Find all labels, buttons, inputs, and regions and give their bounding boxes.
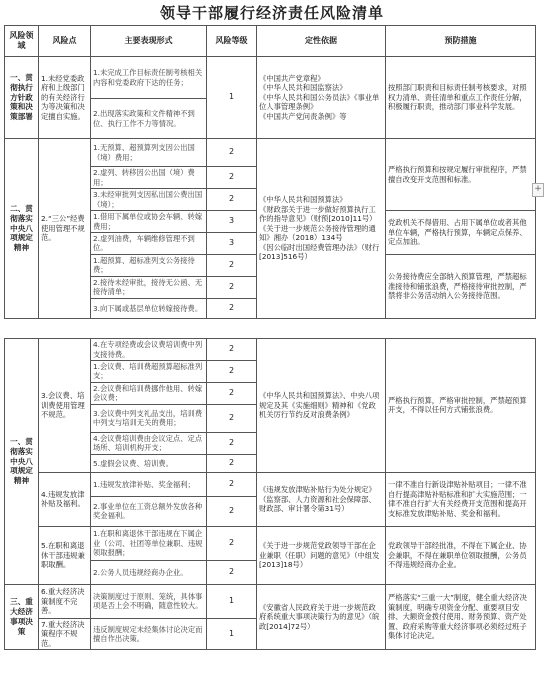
measure-cell: 党政领导干部经批准，不得在下属企业、协会兼职，不得在兼职单位领取报酬，公务员不得违规经商办企业。 <box>386 526 536 584</box>
level-cell: 2 <box>207 298 257 318</box>
form-cell: 1.超预算、超标准列支公务接待费； <box>91 254 207 276</box>
area-cell: 三、重大经济事项决策 <box>5 584 39 649</box>
form-cell: 1.会议费、培训费超预算超标准列支； <box>91 361 207 383</box>
area-cell: 二、贯彻落实中央八项规定精神 <box>5 139 39 319</box>
measure-cell: 党政机关不得借用、占用下属单位或者其他单位车辆，严格执行预算，车辆定点保养、定点加油。 <box>386 211 536 255</box>
form-cell: 2.虚列、转移因公出国（境）费用； <box>91 167 207 189</box>
risk-point-cell: 2.“三公”经费使用管理不规范。 <box>39 139 91 319</box>
form-cell: 2.公务人员违规经商办企业。 <box>91 560 207 584</box>
form-cell: 4.在专项经费或会议费培训费中列支接待费。 <box>91 339 207 361</box>
measure-cell: 一律不准自行新设津贴补贴项目；一律不准自行提高津贴补贴标准和扩大实施范围；一律不准自行扩大有关经费开支范围和提高开支标准发放津贴补贴、奖金和福利。 <box>386 472 536 526</box>
risk-point-cell: 3.会议费、培训费使用管理不规范。 <box>39 339 91 473</box>
basis-cell: 《关于进一步规范党政领导干部在企业兼职（任职）问题的意见》（中组发[2013]18号） <box>257 526 386 584</box>
form-cell: 4.会议费培训费由会议定点、定点场所、培训机构开支； <box>91 432 207 454</box>
level-cell: 2 <box>207 526 257 560</box>
table-row <box>5 339 536 361</box>
risk-point-cell: 5.在职和离退休干部违规兼职取酬。 <box>39 526 91 584</box>
form-cell: 2.接待未经审批，接待无公函、无接待清单； <box>91 276 207 298</box>
risk-point-cell: 4.违规发放津补贴及福利。 <box>39 472 91 526</box>
level-cell: 2 <box>207 382 257 404</box>
risk-table-part-2 <box>4 338 536 650</box>
level-cell: 2 <box>207 254 257 276</box>
form-cell: 决策制度过于原则、笼统，具体事项是否上会不明确，随意性较大。 <box>91 584 207 618</box>
expand-icon[interactable]: + <box>532 183 544 197</box>
measure-cell: 严格落实“三重一大”制度，健全重大经济决策制度，明确专项资金分配、重要项目安排、大额资金拨付使用、财务预算、资产处置、政府采购等重大经济事项必须经过班子集体讨论决定。 <box>386 584 536 649</box>
form-cell: 1.在职和离退休干部违规在下属企业（公司、社团等单位兼职、违规领取报酬； <box>91 526 207 560</box>
area-cell: 一、贯彻执行方针政策和决策部署 <box>5 57 39 139</box>
table-row <box>5 57 536 99</box>
level-cell: 1 <box>207 57 257 139</box>
level-cell: 2 <box>207 472 257 496</box>
basis-cell: 《中华人民共和国预算法》 《财政部关于进一步做好预算执行工作的指导意见》（财预[2010]11号） 《关于进一步规范公务接待管理的通知》湘办（2018）134号 《因公临时出国经费管理办法》（财行[2013]516号） <box>257 139 386 319</box>
level-cell: 3 <box>207 233 257 255</box>
form-cell: 2.出现落实政策和文件精神不到位、执行工作不力等情况。 <box>91 99 207 139</box>
basis-cell: 《安徽省人民政府关于进一步规范政府系统重大事项决策行为的意见》（皖政[2014]72号） <box>257 584 386 649</box>
basis-cell: 《违规发放津贴补贴行为处分规定》（监察部、人力资源和社会保障部、财政部、审计署令第31号） <box>257 472 386 526</box>
level-cell: 2 <box>207 139 257 167</box>
level-cell: 3 <box>207 211 257 233</box>
header-level: 风险等级 <box>207 26 257 57</box>
header-form: 主要表现形式 <box>91 26 207 57</box>
level-cell: 1 <box>207 584 257 618</box>
header-row <box>5 26 536 57</box>
measure-cell: 严格执行预算和按规定履行审批程序，严禁擅自改变开支范围和标准。 <box>386 139 536 211</box>
risk-point-cell: 7.重大经济决策程序不规范。 <box>39 618 91 649</box>
level-cell: 2 <box>207 560 257 584</box>
table-row <box>5 472 536 496</box>
form-cell: 2.事业单位在工资总额外发放各种奖金福利。 <box>91 496 207 526</box>
header-basis: 定性依据 <box>257 26 386 57</box>
level-cell: 2 <box>207 404 257 432</box>
measure-cell: 按照部门职责和目标责任制考核要求，对照权力清单、责任清单和重点工作责任分解，积极履行职责，推动部门事业科学发展。 <box>386 57 536 139</box>
risk-point-cell: 1.未经党委政府和上级部门的有关经济行为等决策和决定擅自实施。 <box>39 57 91 139</box>
table-row <box>5 526 536 560</box>
form-cell: 2.虚列油费，车辆维修管理不到位。 <box>91 233 207 255</box>
form-cell: 1.无预算、超预算列支因公出国（境）费用； <box>91 139 207 167</box>
area-cell: 一、贯彻落实中央八项规定精神 <box>5 339 39 585</box>
header-point: 风险点 <box>39 26 91 57</box>
level-cell: 2 <box>207 167 257 189</box>
level-cell: 2 <box>207 432 257 454</box>
level-cell: 2 <box>207 276 257 298</box>
form-cell: 1.未完成工作目标责任制考核相关内容和党委政府下达的任务； <box>91 57 207 99</box>
table-row <box>5 584 536 618</box>
basis-cell: 《中华人民共和国预算法》、中央八项规定及其《实施细则》精神和《党政机关厉行节约反对浪费条例》 <box>257 339 386 473</box>
form-cell: 1.违规发放津补贴、奖金福利； <box>91 472 207 496</box>
level-cell: 2 <box>207 339 257 361</box>
form-cell: 5.虚假会议费、培训费。 <box>91 454 207 472</box>
form-cell: 3.未经审批列支因私出国公费出国（境）； <box>91 189 207 211</box>
level-cell: 2 <box>207 454 257 472</box>
measure-cell: 严格执行预算，严格审批控制，严禁超预算开支，不得以任何方式铺张浪费。 <box>386 339 536 473</box>
level-cell: 2 <box>207 361 257 383</box>
level-cell: 2 <box>207 496 257 526</box>
page-title: 领导干部履行经济责任风险清单 <box>159 4 384 22</box>
form-cell: 1.借用下属单位或协会车辆、转嫁费用； <box>91 211 207 233</box>
table-row <box>5 139 536 167</box>
risk-table-part-1 <box>4 25 536 319</box>
form-cell: 违反制度规定未经集体讨论决定而擅自作出决策。 <box>91 618 207 649</box>
header-measure: 预防措施 <box>386 26 536 57</box>
level-cell: 2 <box>207 189 257 211</box>
risk-point-cell: 6.重大经济决策制度不完善。 <box>39 584 91 618</box>
header-area: 风险领域 <box>5 26 39 57</box>
form-cell: 3.向下属或基层单位转嫁接待费。 <box>91 298 207 318</box>
form-cell: 3.会议费中列支礼品支出，培训费中列支与培训无关的费用； <box>91 404 207 432</box>
form-cell: 2.会议费和培训费挪作他用、转嫁会议费； <box>91 382 207 404</box>
basis-cell: 《中国共产党章程》 《中华人民共和国监察法》 《中华人民共和国公务员法》《事业单位人事管理条例》 《中国共产党问责条例》等 <box>257 57 386 139</box>
level-cell: 1 <box>207 618 257 649</box>
measure-cell: 公务接待费应全部纳入预算管理，严禁超标准接待和铺张浪费，严格接待审批控制，严禁将非公务活动纳入公务接待范围。 <box>386 254 536 318</box>
